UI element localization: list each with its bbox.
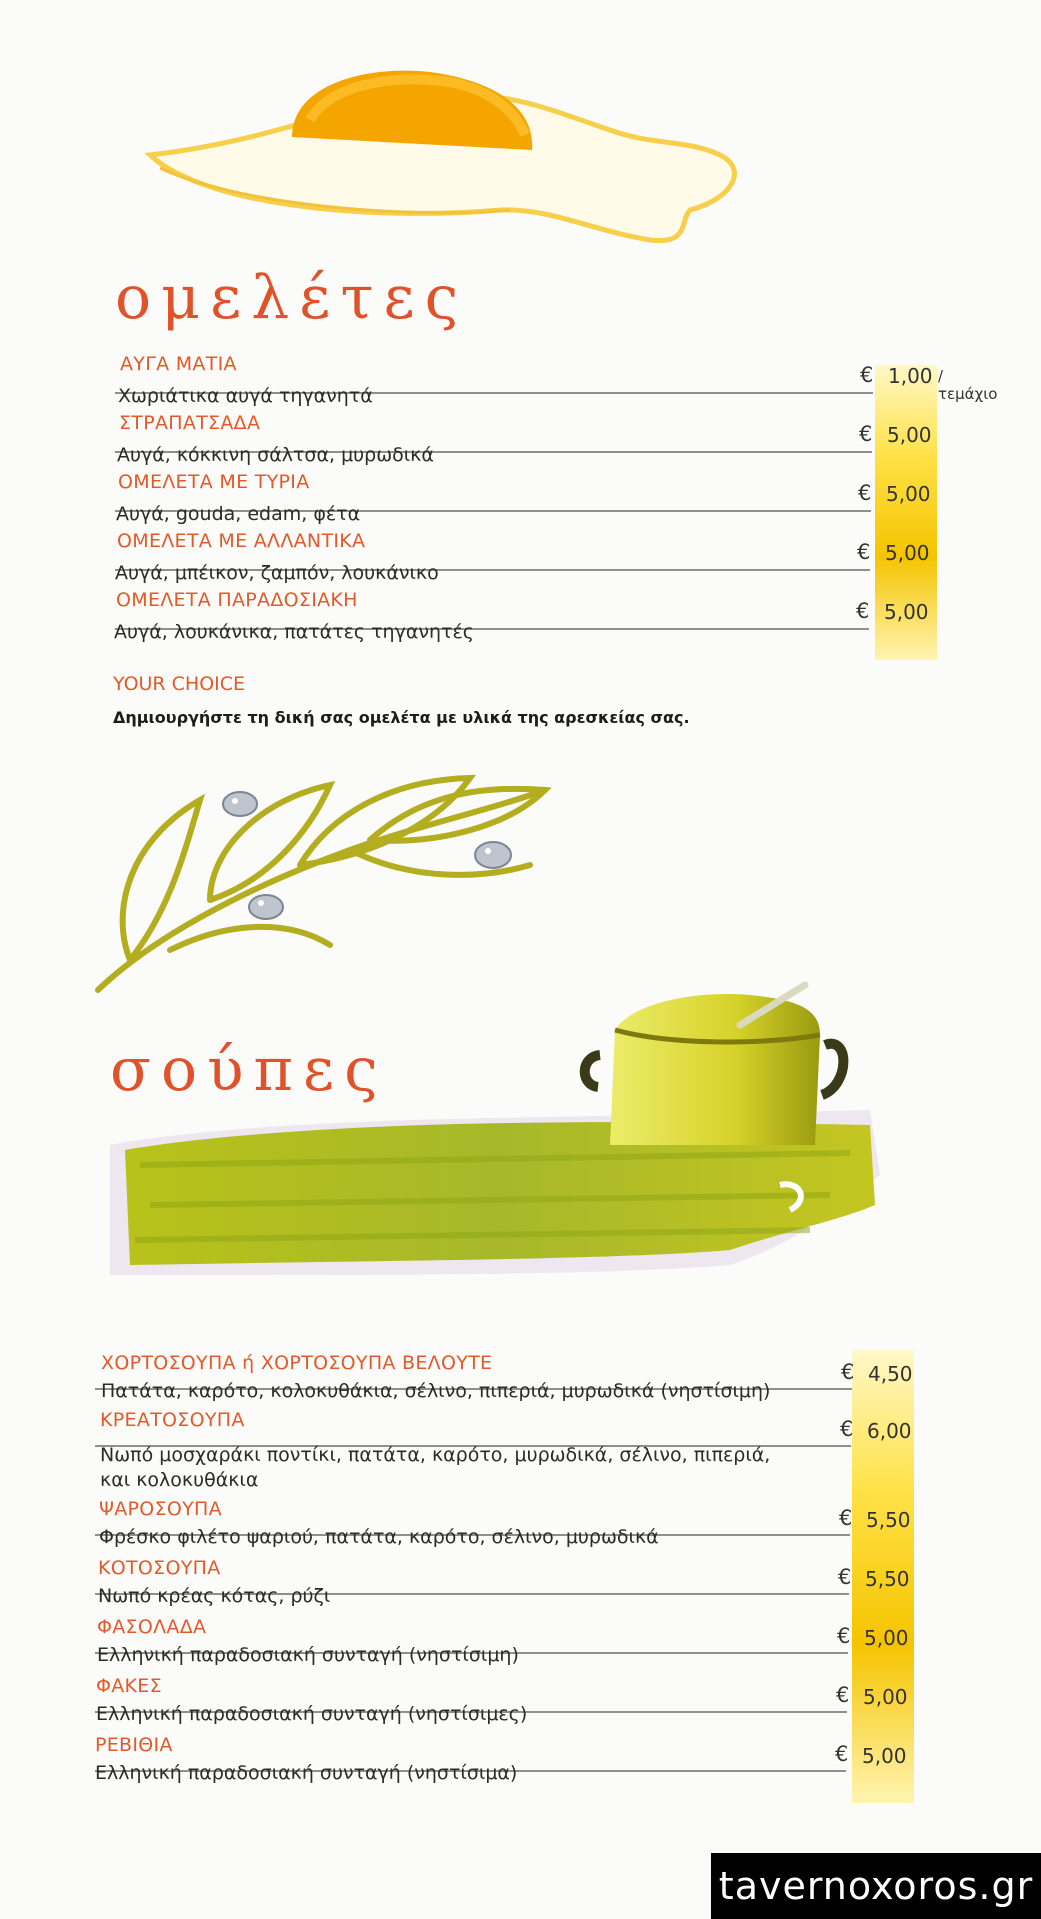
menu-item (95, 1616, 915, 1674)
currency-symbol: € (840, 1417, 854, 1441)
item-price: 5,00 (885, 541, 930, 565)
currency-symbol: € (841, 1360, 855, 1384)
item-price: 4,50 (868, 1362, 913, 1386)
item-description: Αυγά, μπέικον, ζαμπόν, λουκάνικο (115, 562, 439, 584)
item-name: ΚΟΤΟΣΟΥΠΑ (98, 1557, 221, 1579)
item-name: ΟΜΕΛΕΤΑ ΠΑΡΑΔΟΣΙΑΚΗ (116, 589, 358, 611)
item-description-line-2: και κολοκυθάκια (100, 1469, 259, 1491)
item-description: Ελληνική παραδοσιακή συνταγή (νηστίσιμη) (97, 1644, 519, 1666)
item-name: ΦΑΣΟΛΑΔΑ (97, 1616, 207, 1638)
currency-symbol: € (859, 422, 873, 446)
soup-pot-illustration (110, 975, 890, 1295)
item-name: ΣΤΡΑΠΑΤΣΑΔΑ (119, 412, 261, 434)
price-unit: / τεμάχιο (938, 367, 998, 403)
item-description: Αυγά, κόκκινη σάλτσα, μυρωδικά (117, 444, 434, 466)
item-name: ΑΥΓΑ ΜΑΤΙΑ (120, 353, 237, 375)
item-name: ΚΡΕΑΤΟΣΟΥΠΑ (100, 1409, 245, 1431)
menu-item (115, 353, 998, 413)
menu-item (95, 1352, 915, 1410)
item-price: 1,00 (888, 364, 933, 388)
menu-item (95, 1409, 915, 1497)
olive-branch-illustration (90, 770, 560, 1005)
item-description: Ελληνική παραδοσιακή συνταγή (νηστίσιμες) (96, 1703, 528, 1725)
menu-item (115, 471, 935, 531)
menu-item (95, 1498, 915, 1556)
menu-item (115, 412, 935, 472)
currency-symbol: € (836, 1683, 850, 1707)
item-name: ΡΕΒΙΘΙΑ (95, 1734, 173, 1756)
item-price: 5,00 (886, 482, 931, 506)
item-price: 5,00 (887, 423, 932, 447)
item-price: 5,00 (884, 600, 929, 624)
site-watermark: tavernoxoros.gr (711, 1853, 1041, 1919)
item-description: Χωριάτικα αυγά τηγανητά (118, 385, 373, 407)
currency-symbol: € (856, 599, 870, 623)
item-description: Ελληνική παραδοσιακή συνταγή (νηστίσιμα) (95, 1762, 518, 1784)
item-price: 5,50 (866, 1508, 911, 1532)
your-choice-label: YOUR CHOICE (113, 673, 246, 695)
currency-symbol: € (839, 1506, 853, 1530)
menu-item (95, 1675, 915, 1733)
your-choice-text: Δημιουργήστε τη δική σας ομελέτα με υλικά της αρεσκείας σας. (113, 708, 690, 727)
item-description: Αυγά, gouda, edam, φέτα (116, 503, 361, 525)
currency-symbol: € (838, 1565, 852, 1589)
currency-symbol: € (858, 481, 872, 505)
menu-item (95, 1557, 915, 1615)
item-description: Νωπό κρέας κότας, ρύζι (98, 1585, 331, 1607)
item-price: 5,00 (864, 1626, 909, 1650)
currency-symbol: € (835, 1742, 849, 1766)
currency-symbol: € (857, 540, 871, 564)
item-name: ΧΟΡΤΟΣΟΥΠΑ ή ΧΟΡΤΟΣΟΥΠΑ ΒΕΛΟΥΤΕ (101, 1352, 493, 1374)
currency-symbol: € (837, 1624, 851, 1648)
menu-item (95, 1734, 915, 1792)
item-description: Νωπό μοσχαράκι ποντίκι, πατάτα, καρότο, μυρωδικά, σέλινο, πιπεριά, (100, 1444, 771, 1466)
item-price: 5,00 (862, 1744, 907, 1768)
item-name: ΟΜΕΛΕΤΑ ΜΕ ΤΥΡΙΑ (118, 471, 310, 493)
item-description: Αυγά, λουκάνικα, πατάτες τηγανητές (114, 621, 474, 643)
item-description: Πατάτα, καρότο, κολοκυθάκια, σέλινο, πιπεριά, μυρωδικά (νηστίσιμη) (101, 1380, 771, 1402)
item-name: ΨΑΡΟΣΟΥΠΑ (99, 1498, 222, 1520)
item-name: ΦΑΚΕΣ (96, 1675, 162, 1697)
item-price: 6,00 (867, 1419, 912, 1443)
soups-menu (95, 1352, 915, 1802)
fried-egg-illustration (130, 60, 750, 260)
menu-item (115, 530, 935, 590)
omelettes-title: ομελέτες (115, 263, 469, 333)
soups-title: σούπες (110, 1035, 388, 1105)
item-price: 5,00 (863, 1685, 908, 1709)
currency-symbol: € (860, 363, 874, 387)
item-name: ΟΜΕΛΕΤΑ ΜΕ ΑΛΛΑΝΤΙΚΑ (117, 530, 366, 552)
item-description: Φρέσκο φιλέτο ψαριού, πατάτα, καρότο, σέλινο, μυρωδικά (99, 1526, 659, 1548)
omelettes-menu (114, 353, 998, 653)
menu-item (115, 589, 935, 649)
item-price: 5,50 (865, 1567, 910, 1591)
